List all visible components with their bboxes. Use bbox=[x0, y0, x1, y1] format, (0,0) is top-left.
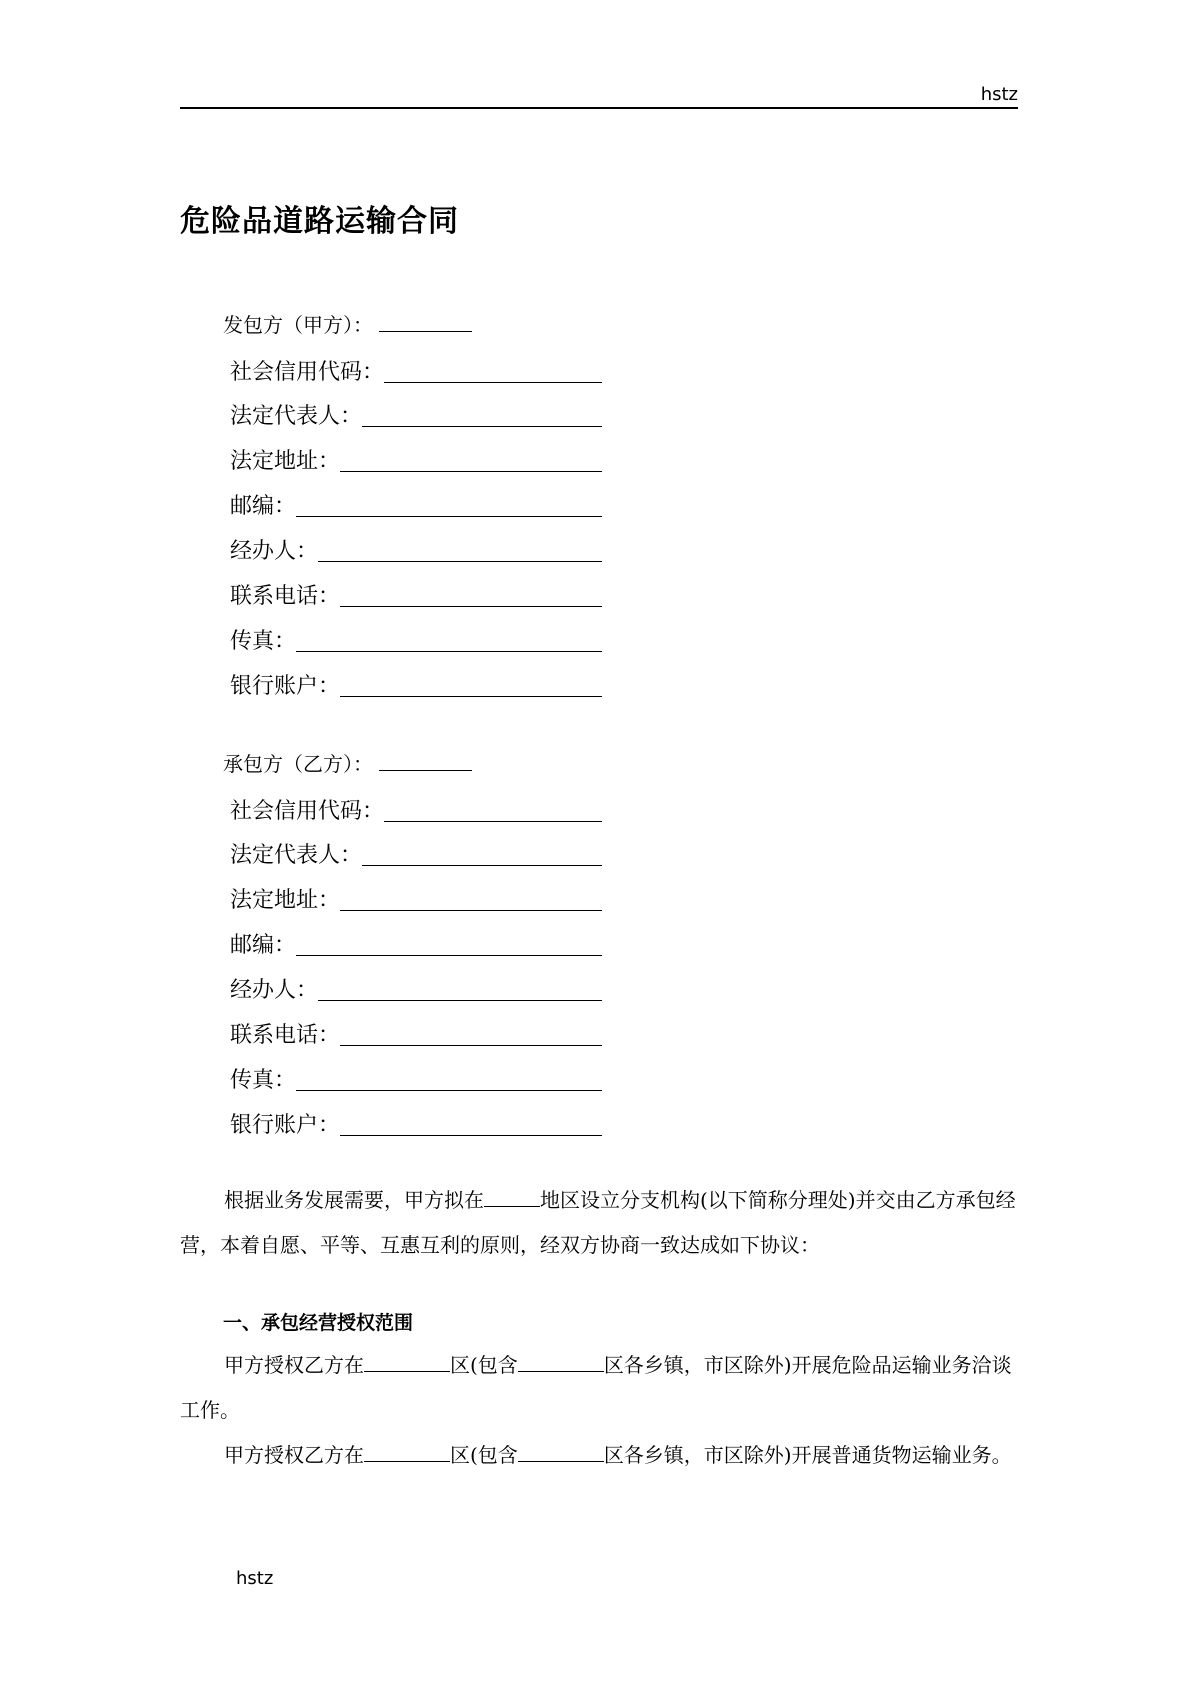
fill-blank bbox=[362, 425, 602, 427]
p1-text-c: 区各乡镇，市区除外)开展危险品运输业务洽谈工作。 bbox=[180, 1353, 1012, 1422]
field-label: 银行账户： bbox=[230, 674, 341, 699]
section-1-heading: 一、承包经营授权范围 bbox=[223, 1312, 414, 1334]
district-blank bbox=[518, 1445, 604, 1462]
party-a-field bbox=[230, 444, 602, 475]
fill-blank bbox=[296, 650, 602, 652]
fill-blank bbox=[340, 695, 602, 697]
party-b-field bbox=[230, 838, 602, 869]
p2-text-b: 区(包含 bbox=[450, 1443, 518, 1467]
party-a-name-blank bbox=[379, 313, 472, 332]
party-b-field bbox=[230, 1018, 602, 1049]
party-a-field bbox=[230, 489, 602, 520]
fill-blank bbox=[340, 605, 602, 607]
intro-text-2: 地区设立分支机构(以下简称分理处)并交由乙方承包经营，本着自愿、平等、互惠互利的原则，经双方协商一致达成如下协议： bbox=[180, 1188, 1016, 1257]
field-label: 社会信用代码： bbox=[230, 360, 385, 385]
fill-blank bbox=[296, 1089, 602, 1091]
fill-blank bbox=[362, 864, 602, 866]
fill-blank bbox=[296, 954, 602, 956]
field-label: 法定地址： bbox=[230, 449, 341, 474]
field-label: 邮编： bbox=[230, 933, 297, 958]
intro-text-1: 根据业务发展需要，甲方拟在 bbox=[224, 1188, 484, 1212]
party-b-field bbox=[230, 883, 602, 914]
fill-blank bbox=[384, 381, 602, 383]
party-a-field bbox=[230, 579, 602, 610]
field-label: 传真： bbox=[230, 1068, 297, 1093]
intro-paragraph bbox=[180, 1178, 1018, 1268]
party-b-name-blank bbox=[379, 752, 472, 771]
page-footer-text: hstz bbox=[236, 1568, 274, 1589]
party-a-field bbox=[230, 534, 602, 565]
district-blank bbox=[364, 1355, 450, 1372]
party-b-heading-label: 承包方（乙方）： bbox=[223, 752, 373, 776]
field-label: 银行账户： bbox=[230, 1113, 341, 1138]
field-label: 法定地址： bbox=[230, 888, 341, 913]
fill-blank bbox=[318, 560, 602, 562]
field-label: 社会信用代码： bbox=[230, 799, 385, 824]
field-label: 法定代表人： bbox=[230, 843, 363, 868]
party-a-field bbox=[230, 355, 602, 386]
district-blank bbox=[364, 1445, 450, 1462]
fill-blank bbox=[340, 909, 602, 911]
field-label: 经办人： bbox=[230, 978, 319, 1003]
page-header-text: hstz bbox=[980, 84, 1018, 105]
district-blank bbox=[518, 1355, 604, 1372]
fill-blank bbox=[340, 1044, 602, 1046]
field-label: 联系电话： bbox=[230, 584, 341, 609]
field-label: 联系电话： bbox=[230, 1023, 341, 1048]
party-b-heading bbox=[223, 748, 472, 777]
region-blank bbox=[484, 1190, 540, 1207]
header-rule bbox=[180, 107, 1018, 109]
party-b-field bbox=[230, 1108, 602, 1139]
field-label: 法定代表人： bbox=[230, 404, 363, 429]
party-b-field bbox=[230, 973, 602, 1004]
field-label: 邮编： bbox=[230, 494, 297, 519]
fill-blank bbox=[340, 470, 602, 472]
fill-blank bbox=[384, 820, 602, 822]
field-label: 经办人： bbox=[230, 539, 319, 564]
section-1-paragraph-1 bbox=[180, 1343, 1018, 1433]
party-a-heading bbox=[223, 309, 472, 338]
fill-blank bbox=[296, 515, 602, 517]
p1-text-b: 区(包含 bbox=[450, 1353, 518, 1377]
fill-blank bbox=[318, 999, 602, 1001]
p2-text-c: 区各乡镇，市区除外)开展普通货物运输业务。 bbox=[603, 1443, 1012, 1467]
party-b-field bbox=[230, 794, 602, 825]
party-a-field bbox=[230, 399, 602, 430]
party-a-heading-label: 发包方（甲方）： bbox=[223, 313, 373, 337]
party-a-field bbox=[230, 669, 602, 700]
field-label: 传真： bbox=[230, 629, 297, 654]
party-b-field bbox=[230, 928, 602, 959]
document-title: 危险品道路运输合同 bbox=[180, 204, 459, 239]
section-1-paragraph-2 bbox=[180, 1433, 1018, 1478]
p2-text-a: 甲方授权乙方在 bbox=[224, 1443, 364, 1467]
fill-blank bbox=[340, 1134, 602, 1136]
party-b-field bbox=[230, 1063, 602, 1094]
p1-text-a: 甲方授权乙方在 bbox=[224, 1353, 364, 1377]
party-a-field bbox=[230, 624, 602, 655]
